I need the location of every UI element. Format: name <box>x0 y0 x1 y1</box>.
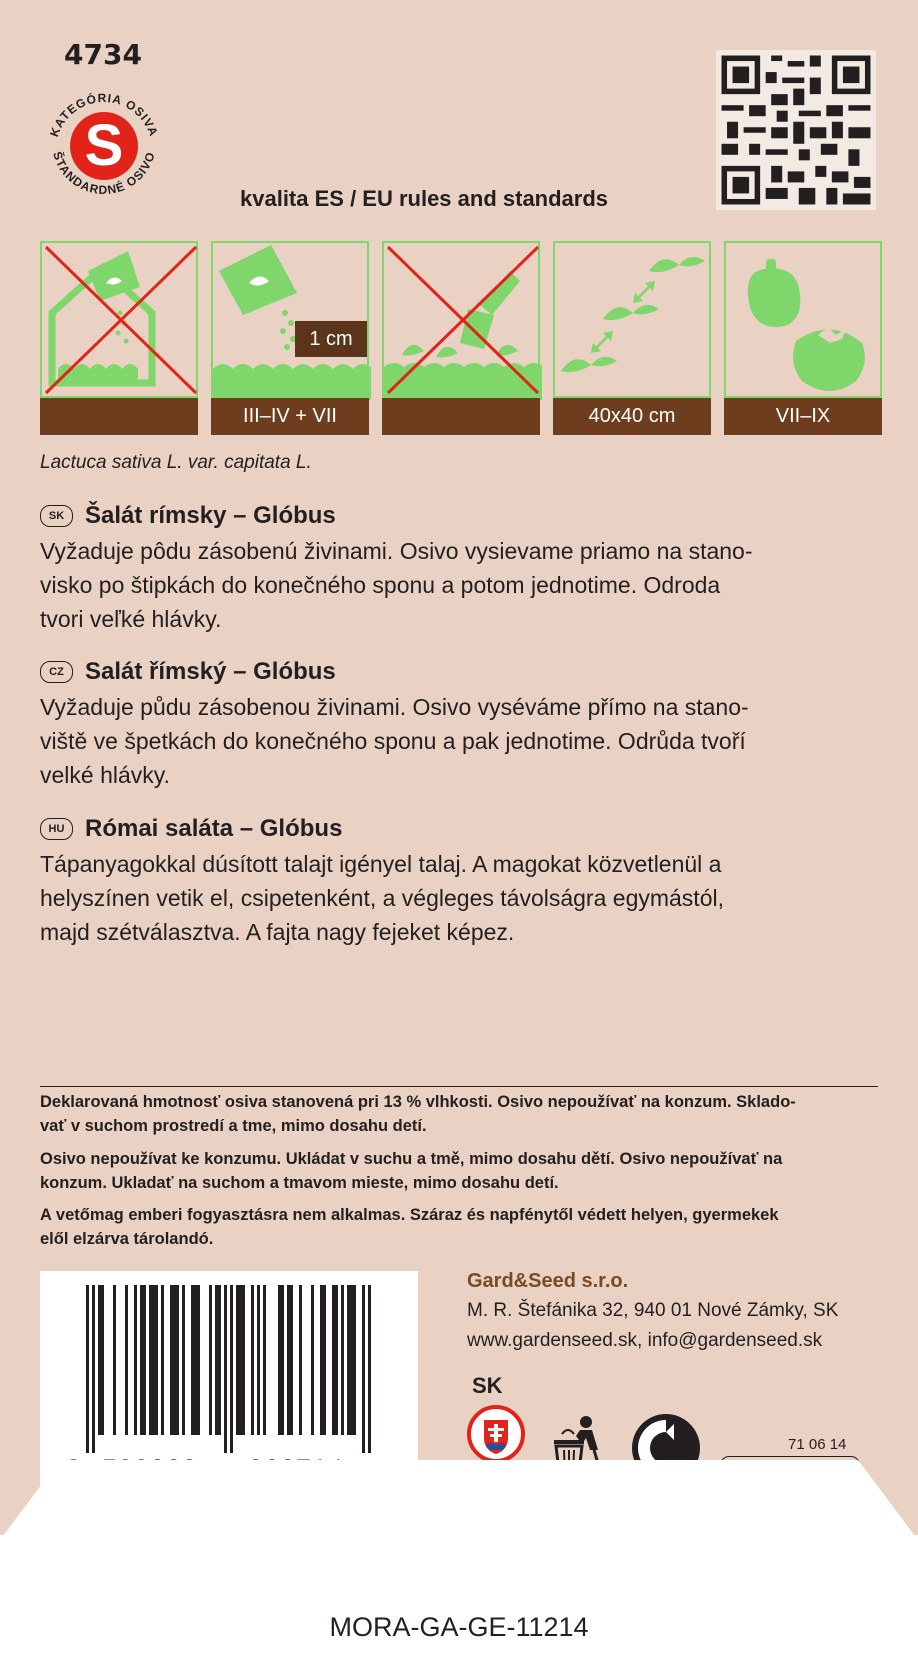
description-text: Tápanyagokkal dúsított talajt igényel talaj. A magokat közvetlenül a helyszínen vetik el, csipetenként, a végleges távolságra egymástól, majd szétválasztva. A fajta nagy fejeket képez. <box>40 851 724 945</box>
qr-code-icon[interactable] <box>716 50 876 210</box>
barcode-bar <box>125 1285 128 1435</box>
barcode-bar <box>182 1285 185 1435</box>
barcode-bar <box>224 1285 227 1453</box>
barcode-bar <box>332 1285 335 1435</box>
description-sk <box>40 502 860 636</box>
barcode-bar <box>194 1285 197 1435</box>
barcode-bar <box>236 1285 239 1435</box>
product-number: 4734 <box>64 38 142 71</box>
language-badge: SK <box>40 505 73 527</box>
language-badge: CZ <box>40 661 73 683</box>
company-info <box>467 1266 838 1356</box>
barcode-bar <box>290 1285 293 1435</box>
icon-label: 40x40 cm <box>553 398 711 435</box>
company-web[interactable]: www.gardenseed.sk, info@gardenseed.sk <box>467 1330 823 1351</box>
storage-note-hu: A vetőmag emberi fogyasztásra nem alkalmas. Száraz és napfénytől védett helyen, gyermekek elől elzárva tárolandó. <box>40 1206 779 1248</box>
storage-note-cz-sk: Osivo nepoužívat ke konzumu. Ukládat v suchu a tmě, mimo dosahu dětí. Osivo nepoužívať na konzum. Ukladať na suchom a tmavom mieste, mimo dosahu detí. <box>40 1150 783 1192</box>
barcode-bar <box>134 1285 137 1435</box>
description-text: Vyžaduje pôdu zásobenú živinami. Osivo vysievame priamo na stano- visko po štipkách do konečného sponu a potom jednotime. Odroda tvori veľké hlávky. <box>40 538 753 632</box>
barcode-bar <box>149 1285 152 1435</box>
barcode-bar <box>176 1285 179 1435</box>
barcode-bars <box>40 1285 418 1455</box>
barcode-bar <box>350 1285 353 1435</box>
barcode-bar <box>209 1285 212 1435</box>
direct-sowing-icon <box>211 241 369 435</box>
barcode-bar <box>161 1285 164 1435</box>
company-name: Gard&Seed s.r.o. <box>467 1270 629 1292</box>
spacing-icon <box>553 241 711 435</box>
barcode-bar <box>101 1285 104 1435</box>
barcode-bar <box>218 1285 221 1435</box>
barcode-bar <box>98 1285 101 1435</box>
cultivation-icons <box>40 241 885 435</box>
barcode-bar <box>335 1285 338 1435</box>
quality-standard: kvalita ES / EU rules and standards <box>240 186 609 211</box>
company-address: M. R. Štefánika 32, 940 01 Nové Zámky, SK <box>467 1300 839 1321</box>
greenhouse-sowing-crossed-icon <box>40 241 198 435</box>
barcode-bar <box>362 1285 365 1453</box>
logo-ring-top: KATEGÓRIA OSIVA <box>47 90 161 139</box>
country-label: SK <box>472 1373 503 1398</box>
harvest-icon <box>724 241 882 435</box>
agency-code: 71 06 14 <box>788 1436 847 1453</box>
barcode <box>40 1271 418 1489</box>
barcode-bar <box>86 1285 89 1453</box>
barcode-bar <box>251 1285 254 1435</box>
icon-label: III–IV + VII <box>211 398 369 435</box>
barcode-bar <box>341 1285 344 1435</box>
barcode-bar <box>299 1285 302 1435</box>
barcode-bar <box>311 1285 314 1435</box>
barcode-bar <box>347 1285 350 1435</box>
barcode-bar <box>320 1285 323 1435</box>
icon-label <box>382 398 540 435</box>
barcode-bar <box>173 1285 176 1435</box>
barcode-bar <box>152 1285 155 1435</box>
barcode-bar <box>287 1285 290 1435</box>
product-title: Šalát rímsky – Glóbus <box>85 502 336 529</box>
barcode-bar <box>281 1285 284 1435</box>
language-badge: HU <box>40 818 73 840</box>
barcode-bar <box>323 1285 326 1435</box>
logo-ring-bottom: ŠTANDARDNÉ OSIVO <box>50 149 158 198</box>
barcode-bar <box>239 1285 242 1435</box>
barcode-bar <box>191 1285 194 1435</box>
barcode-bar <box>278 1285 281 1435</box>
logo-letter: S <box>84 113 124 178</box>
barcode-bar <box>215 1285 218 1435</box>
barcode-bar <box>155 1285 158 1435</box>
transplant-crossed-icon <box>382 241 540 435</box>
latin-name: Lactuca sativa L. var. capitata L. <box>40 452 312 473</box>
icon-label <box>40 398 198 435</box>
barcode-bar <box>257 1285 260 1435</box>
description-hu <box>40 815 860 949</box>
barcode-bar <box>113 1285 116 1435</box>
barcode-bar <box>143 1285 146 1435</box>
description-cz <box>40 658 860 792</box>
product-title: Római saláta – Glóbus <box>85 815 343 842</box>
sowing-depth-label: 1 cm <box>295 321 367 357</box>
tag-code: MORA-GA-GE-11214 <box>329 1612 589 1642</box>
barcode-bar <box>140 1285 143 1435</box>
seed-category-logo <box>36 78 171 213</box>
barcode-bar <box>368 1285 371 1453</box>
barcode-bar <box>197 1285 200 1435</box>
product-title: Salát římský – Glóbus <box>85 658 336 685</box>
divider <box>40 1086 878 1087</box>
barcode-bar <box>170 1285 173 1435</box>
barcode-bar <box>92 1285 95 1453</box>
description-text: Vyžaduje půdu zásobenou živinami. Osivo vyséváme přímo na stano- viště ve špetkách do konečného sponu a pak jednotime. Odrůda tvoří velké hlávky. <box>40 694 749 788</box>
storage-note-sk: Deklarovaná hmotnosť osiva stanovená pri 13 % vlhkosti. Osivo nepoužívať na konzum. Sklado- vať v suchom prostredí a tme, mimo dosahu detí. <box>40 1093 796 1135</box>
barcode-bar <box>242 1285 245 1435</box>
barcode-bar <box>353 1285 356 1435</box>
icon-label: VII–IX <box>724 398 882 435</box>
barcode-bar <box>263 1285 266 1435</box>
barcode-bar <box>230 1285 233 1453</box>
